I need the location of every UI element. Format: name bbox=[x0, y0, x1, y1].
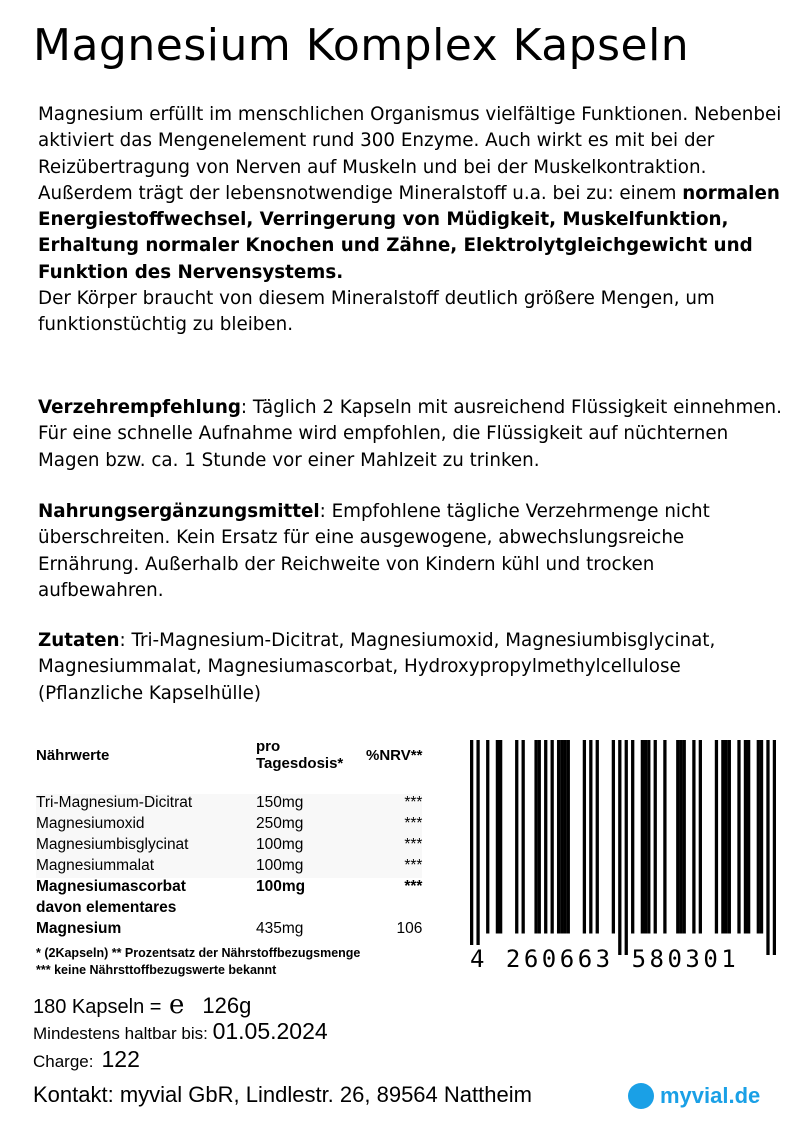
barcode-digit-first: 4 bbox=[470, 945, 488, 973]
cell: *** bbox=[366, 857, 422, 878]
barcode-bar bbox=[760, 740, 763, 934]
cell bbox=[256, 899, 366, 920]
barcode-bar bbox=[692, 740, 695, 934]
table-row bbox=[36, 815, 422, 836]
cell: Tri-Magnesium-Dicitrat bbox=[36, 794, 256, 815]
table-row bbox=[36, 794, 422, 815]
barcode-bar bbox=[551, 740, 554, 934]
cell: 100mg bbox=[256, 836, 366, 857]
barcode-bar bbox=[618, 740, 621, 955]
barcode-bar bbox=[721, 740, 724, 934]
barcode-digits-left: 260663 bbox=[505, 945, 614, 973]
cell: Magnesiumascorbat bbox=[36, 878, 186, 895]
zutaten-section bbox=[38, 628, 783, 707]
barcode-bar bbox=[766, 740, 769, 955]
nutrition-table bbox=[36, 738, 422, 941]
cell: *** bbox=[366, 836, 422, 857]
cell: 100mg bbox=[256, 878, 306, 895]
barcode-bar bbox=[612, 740, 615, 934]
barcode-bar bbox=[625, 740, 628, 955]
barcode-bar bbox=[563, 740, 566, 934]
separator: , bbox=[246, 209, 260, 231]
barcode-bar bbox=[499, 740, 502, 934]
intro-paragraph: Magnesium erfüllt im menschlichen Organismus vielfältige Funktionen. Nebenbei aktiviert das Mengenelement rund 300 Enzyme. Auch wirkt es mit bei der Reizübertragung von Nerven auf Muskeln und bei der Muskelkontraktion. bbox=[38, 104, 782, 178]
brand-logo bbox=[628, 1083, 760, 1109]
charge-label: Charge: bbox=[33, 1052, 94, 1071]
barcode-bar bbox=[699, 740, 702, 934]
nahrung-text: : Empfohlene tägliche Verzehrmenge nicht überschreiten. Kein Ersatz für eine ausgewogene, abwechslungsreiche Ernährung. Außerhalb der Reichweite von Kindern kühl und trocken aufbewahren. bbox=[38, 501, 710, 601]
barcode-bar bbox=[728, 740, 731, 934]
barcode-bar bbox=[737, 740, 740, 934]
barcode-bar bbox=[567, 740, 570, 934]
barcode-bar bbox=[747, 740, 750, 934]
barcode-digits-right: 580301 bbox=[631, 945, 740, 973]
best-before-label: Mindestens haltbar bis: bbox=[33, 1024, 208, 1043]
barcode-bar bbox=[560, 740, 563, 934]
barcode-bar bbox=[470, 740, 473, 955]
nahrung-section bbox=[38, 499, 783, 604]
table-row bbox=[36, 899, 422, 920]
net-weight: 126g bbox=[202, 993, 252, 1018]
barcode-bar bbox=[679, 740, 682, 934]
cell: Magnesium bbox=[36, 920, 122, 937]
benefit-energy: normalen Energiestoffwechsel bbox=[38, 182, 780, 231]
barcode-bars bbox=[470, 740, 776, 955]
ean-barcode bbox=[470, 740, 776, 980]
barcode-bar bbox=[596, 740, 599, 934]
cell: 150mg bbox=[256, 794, 366, 815]
barcode-bar bbox=[663, 740, 666, 934]
benefit-list: Verringerung von Müdigkeit, Muskelfunktion, Erhaltung normaler Knochen und Zähne, Elektrolytgleichgewicht und Funktion des Nervensystems bbox=[38, 209, 753, 283]
contact-line: Kontakt: myvial GbR, Lindlestr. 26, 89564 Nattheim bbox=[33, 1082, 532, 1107]
barcode-bar bbox=[641, 740, 644, 934]
barcode-bar bbox=[724, 740, 727, 934]
verzehr-label: Verzehrempfehlung bbox=[38, 397, 241, 418]
barcode-bar bbox=[583, 740, 586, 934]
barcode-bar bbox=[544, 740, 547, 934]
logo-circle-icon bbox=[628, 1083, 654, 1109]
barcode-bar bbox=[486, 740, 489, 934]
cell: *** bbox=[404, 878, 423, 895]
barcode-bar bbox=[589, 740, 592, 934]
charge-line bbox=[33, 1046, 140, 1073]
barcode-bar bbox=[534, 740, 537, 934]
intro-benefits-lead: Außerdem trägt der lebensnotwendige Mineralstoff u.a. bei zu: einem bbox=[38, 182, 683, 204]
table-note-1: * (2Kapseln) ** Prozentsatz der Nährstoffbezugsmenge bbox=[36, 946, 361, 960]
barcode-bar bbox=[654, 740, 657, 934]
verzehr-section bbox=[38, 395, 783, 474]
barcode-bar bbox=[496, 740, 499, 934]
intro-closing: Der Körper braucht von diesem Mineralstoff deutlich größere Mengen, um funktionstüchtig zu bleiben. bbox=[38, 288, 715, 336]
table-header bbox=[36, 738, 422, 794]
table-note-2: *** keine Nährsttoffbezugswerte bekannt bbox=[36, 963, 277, 977]
cell: *** bbox=[366, 794, 422, 815]
cell bbox=[366, 899, 422, 920]
barcode-bar bbox=[715, 740, 718, 934]
barcode-bar bbox=[683, 740, 686, 934]
cell: 100mg bbox=[256, 857, 366, 878]
table-row bbox=[36, 920, 422, 941]
estimated-sign-icon: e bbox=[169, 990, 185, 1020]
barcode-bar bbox=[744, 740, 747, 934]
barcode-bar bbox=[644, 740, 647, 934]
zutaten-label: Zutaten bbox=[38, 630, 120, 651]
capsule-count: 180 Kapseln = bbox=[33, 996, 162, 1018]
product-title: Magnesium Komplex Kapseln bbox=[33, 20, 690, 71]
barcode-bar bbox=[538, 740, 541, 934]
intro-text bbox=[38, 102, 783, 339]
table-row bbox=[36, 836, 422, 857]
barcode-bar bbox=[676, 740, 679, 934]
header-nrv: %NRV** bbox=[366, 746, 423, 764]
barcode-bar bbox=[631, 740, 634, 934]
barcode-bar bbox=[515, 740, 518, 934]
table-row bbox=[36, 857, 422, 878]
header-tagesdosis: pro Tagesdosis* bbox=[256, 738, 344, 772]
nahrung-label: Nahrungsergänzungsmittel bbox=[38, 501, 320, 522]
table-row bbox=[36, 878, 422, 899]
logo-text: myvial.de bbox=[660, 1083, 761, 1108]
barcode-bar bbox=[522, 740, 525, 934]
cell: 106 bbox=[396, 920, 423, 937]
charge-number: 122 bbox=[101, 1046, 140, 1072]
cell: davon elementares bbox=[36, 899, 177, 916]
barcode-bar bbox=[557, 740, 560, 934]
cell: Magnesiumbisglycinat bbox=[36, 836, 256, 857]
barcode-digits bbox=[470, 945, 776, 973]
verzehr-text: : Täglich 2 Kapseln mit ausreichend Flüssigkeit einnehmen. Für eine schnelle Aufnahme wird empfohlen, die Flüssigkeit auf nüchternen Magen bzw. ca. 1 Stunde vor einer Mahlzeit zu trinken. bbox=[38, 397, 782, 471]
best-before-date: 01.05.2024 bbox=[212, 1018, 328, 1044]
cell: Magnesiummalat bbox=[36, 857, 256, 878]
quantity-line bbox=[33, 990, 251, 1020]
cell: *** bbox=[366, 815, 422, 836]
best-before-line bbox=[33, 1018, 328, 1045]
barcode-bar bbox=[476, 740, 479, 955]
cell: 435mg bbox=[256, 920, 304, 937]
header-naehrwerte: Nährwerte bbox=[36, 746, 110, 764]
cell: 250mg bbox=[256, 815, 366, 836]
barcode-bar bbox=[757, 740, 760, 934]
period: . bbox=[336, 261, 344, 283]
barcode-bar bbox=[647, 740, 650, 934]
cell: Magnesiumoxid bbox=[36, 815, 256, 836]
zutaten-text: : Tri-Magnesium-Dicitrat, Magnesiumoxid, Magnesiumbisglycinat, Magnesiummalat, Magnesiumascorbat, Hydroxypropylmethylcellulose (Pflanzliche Kapselhülle) bbox=[38, 630, 716, 704]
barcode-bar bbox=[773, 740, 776, 955]
